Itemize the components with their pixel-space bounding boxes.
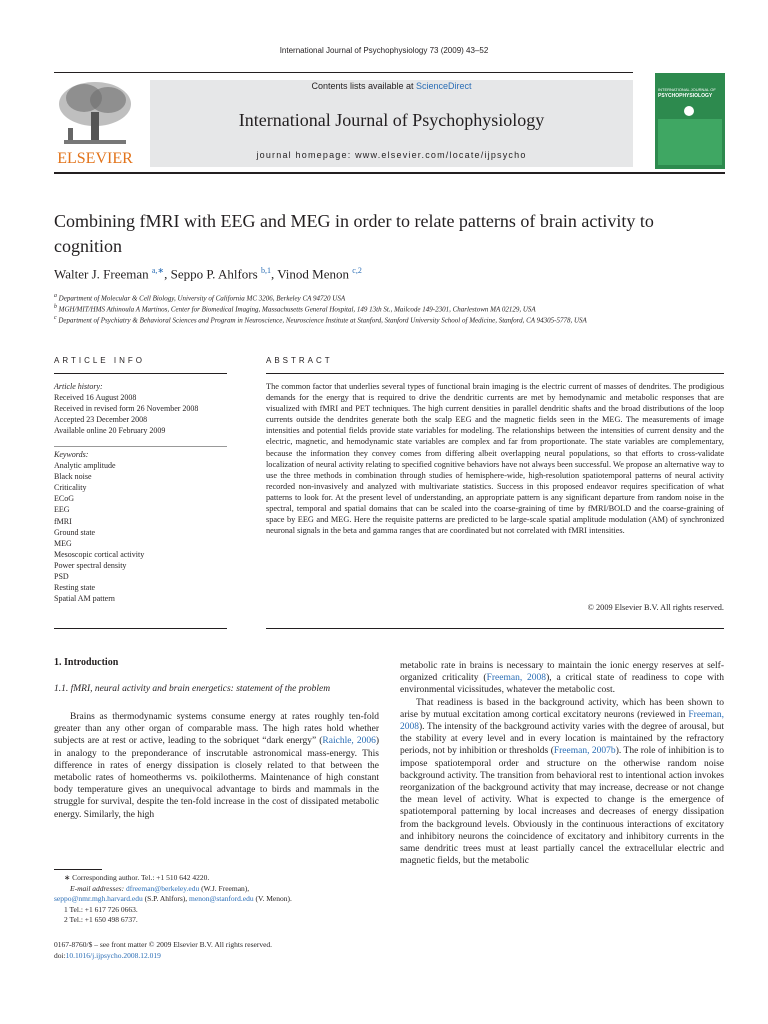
keyword: PSD <box>54 572 69 582</box>
article-info-heading: ARTICLE INFO <box>54 356 145 365</box>
contents-line <box>150 81 633 91</box>
article-title: Combining fMRI with EEG and MEG in order to relate patterns of brain activity to cognition <box>54 211 654 256</box>
abstract-heading: ABSTRACT <box>266 356 333 365</box>
section-heading: 1. Introduction <box>54 657 119 668</box>
email-label: E-mail addresses: <box>70 883 126 893</box>
doi-line <box>54 951 384 962</box>
article-info-rule <box>54 373 227 374</box>
cover-emblem-icon <box>684 106 694 116</box>
email-link[interactable]: seppo@nmr.mgh.harvard.edu <box>54 894 143 903</box>
text-run: That readiness is based in the background activity, which has been shown to arise by mutual excitation among cortical excitatory neurons (reviewed in <box>400 697 724 720</box>
history-item: Received 16 August 2008 <box>54 393 137 403</box>
author-name: Vinod Menon <box>277 266 350 282</box>
tree-icon <box>54 78 136 150</box>
cover-title: PSYCHOPHYSIOLOGY <box>658 93 713 99</box>
keyword: Resting state <box>54 583 96 593</box>
affiliation-sup: a <box>54 293 57 299</box>
author-name: Seppo P. Ahlfors <box>170 266 258 282</box>
affiliation-c <box>54 315 734 324</box>
journal-homepage[interactable]: journal homepage: www.elsevier.com/locate/ijpsycho <box>256 150 527 160</box>
footnote-emails <box>54 884 384 895</box>
author-sup[interactable]: a,∗ <box>151 266 165 275</box>
abstract-rule <box>266 373 724 374</box>
history-item: Received in revised form 26 November 2008 <box>54 404 199 414</box>
keyword: Criticality <box>54 483 87 493</box>
journal-cover-thumbnail <box>655 73 725 169</box>
footnotes <box>54 873 384 926</box>
keywords-divider <box>54 446 227 447</box>
issn-doi-block <box>54 940 384 961</box>
text-run: ). The role of inhibition is to impose spatiotemporal order and structure on the otherwise random noise background activity. The transition from behavioral rest to intentional action invokes reorganization of the background activity that may increase, decrease or not change the mean level of activity. What is expected to change is the emergence of spatiotemporal patterning by local increases and decreases of energy dissipation from the background levels. Obviously in the continuous interactions of excitatory and inhibitory neurons the coincidence of excitatory and inhibitory currents in the same dendritic trees must at least partially cancel the extracellular electric and magnetic fields, but the metabolic <box>400 746 724 867</box>
keyword: Analytic amplitude <box>54 461 116 471</box>
email-owner: (W.J. Freeman), <box>199 883 250 893</box>
history-label: Article history: <box>54 382 103 391</box>
article-history <box>54 381 234 436</box>
keyword: ECoG <box>54 494 74 504</box>
history-item: Accepted 23 December 2008 <box>54 415 148 425</box>
keyword: fMRI <box>54 516 72 526</box>
body-left-column <box>54 711 379 821</box>
article-info-bottom-rule <box>54 628 227 629</box>
email-link[interactable]: dfreeman@berkeley.edu <box>125 883 200 893</box>
doi-label: doi: <box>54 950 66 960</box>
keyword: Ground state <box>54 527 96 537</box>
author-sup[interactable]: b,1 <box>260 266 271 275</box>
affiliation-text: Department of Psychiatry & Behavioral Sciences and Program in Neuroscience, Neuroscience Institute at Stanford, Stanford University School of Medicine, Stanford, CA 94305-5778, USA <box>58 316 587 325</box>
paragraph <box>54 711 379 821</box>
citation-link[interactable]: Freeman, 2008 <box>486 673 547 684</box>
publisher-logo-text: ELSEVIER <box>57 150 133 167</box>
history-item: Available online 20 February 2009 <box>54 426 166 436</box>
author-name: Walter J. Freeman <box>54 266 149 282</box>
subsection-heading: 1.1. fMRI, neural activity and brain energetics: statement of the problem <box>54 684 331 694</box>
abstract-bottom-rule <box>266 628 724 629</box>
affiliation-a <box>54 293 734 302</box>
keyword: Power spectral density <box>54 560 127 570</box>
text-run: Brains as thermodynamic systems consume energy at rates roughly ten-fold greater than any other organ of comparable mass. The high rates hold whether subjects are at rest or active, leading to the sobriquet “dark energy” ( <box>54 712 379 747</box>
email-owner: (V. Menon). <box>253 894 292 903</box>
text-run: ) in analogy to the preponderance of inscrutable astronomical mass-energy. This difference in rates of energy dissipation is closely related to that between the metabolic rates of homeotherms vs. poikilotherms. Maintenance of high constant body temperature gives an unequivocal advantage to birds and mammals in the struggle for survival, despite the ten-fold increase in the cost of dissipated metabolic energy. Similarly, the high <box>54 736 380 820</box>
citation-link[interactable]: Freeman, 2008 <box>400 709 724 733</box>
abstract-copyright: © 2009 Elsevier B.V. All rights reserved. <box>587 603 724 612</box>
author-sup[interactable]: c,2 <box>352 266 362 275</box>
email-owner: (S.P. Ahlfors), <box>142 894 190 903</box>
keywords-list <box>54 449 234 604</box>
sciencedirect-link[interactable]: ScienceDirect <box>416 81 472 91</box>
keyword: Spatial AM pattern <box>54 594 115 604</box>
keyword: EEG <box>54 505 70 515</box>
doi-link[interactable]: 10.1016/j.ijpsycho.2008.12.019 <box>65 950 161 960</box>
footnote-tel-2: 2 Tel.: +1 650 498 6737. <box>64 915 138 924</box>
paragraph <box>400 660 724 697</box>
citation-link[interactable]: Raichle, 2006 <box>322 736 376 747</box>
keyword: Mesoscopic cortical activity <box>54 549 145 559</box>
footnote-rule <box>54 869 102 870</box>
author-list: Walter J. Freeman $^{a,∗}$, Seppo P. Ahlfors $^{b,1}$, Vinod Menon $^{c,2}$ <box>54 266 362 282</box>
affiliation-text: MGH/MIT/HMS Athinoula A Martinos, Center for Biomedical Imaging, Massachusetts General Hospital, 149 13th St., Mailcode 149-2301, Charlestown MA 02129, USA <box>58 305 536 314</box>
journal-citation: International Journal of Psychophysiology 73 (2009) 43–52 <box>279 46 489 55</box>
contents-prefix: Contents lists available at <box>311 81 417 91</box>
header-top-rule <box>54 72 633 73</box>
email-link[interactable]: menon@stanford.edu <box>189 894 254 903</box>
issn-line: 0167-8760/$ – see front matter © 2009 Elsevier B.V. All rights reserved. <box>54 940 273 949</box>
footnote-tel-1: 1 Tel.: +1 617 726 0663. <box>64 904 138 914</box>
citation-link[interactable]: Freeman, 2007b <box>553 746 616 757</box>
affiliation-sup: b <box>54 304 57 310</box>
affiliation-b <box>54 304 734 313</box>
keyword: Black noise <box>54 472 92 482</box>
footnote-emails-cont <box>54 894 384 905</box>
text-run: ), a critical state of readiness to cope with environmental vicissitudes, whatever the metabolic cost. <box>400 673 724 696</box>
affiliation-sup: c <box>54 315 57 321</box>
keywords-label: Keywords: <box>54 450 89 459</box>
text-run: ). The intensity of the background activity varies with the degree of arousal, but the stability at every level and in every location is maintained by the refractory periods, not by inhibition or thresholds ( <box>400 722 724 757</box>
cover-subtitle: INTERNATIONAL JOURNAL OF <box>658 87 716 92</box>
body-right-column <box>400 660 724 867</box>
header-bottom-rule <box>54 172 725 174</box>
cover-band <box>658 119 722 165</box>
abstract-text: The common factor that underlies several types of functional brain imaging is the electric current of masses of dendrites. The prodigious demands for the energy that is required to drive the dendritic currents are met by hemodynamic and metabolic responses that are visualized with fMRI and PET techniques. The high current densities in parallel dendritic shafts and the broad distributions of the loop currents outside the dendrites generate both the scalp EEG and the magnetic fields seen in the MEG. The measurements of image intensities and potential fields provide state variables for modeling. The relationships between the intensities of current density and the electric, magnetic, and hemodynamic state variables are complex and far from proportionate. The state variables are complementary, because the information they convey comes from differing albeit overlapping neural populations, so that efforts to cross-validate localization of neural activity relating to specified cognitive behaviors have not always been successful. We propose an alternative way to use the three methods in combination through studies of hemisphere-wide, high-resolution spatiotemporal patterns of neural activity recorded non-invasively and analyzed with multivariate statistics. Success in this proposed endeavor requires specification of what patterns to look for. At the present level of understanding, an appropriate pattern is any significant departure from random noise in the spectral, temporal and spatial domains that can be scaled into the coarse-graining of time by fMRI/BOLD and the coarse-graining of space by EEG and MEG. Here the requisite patterns are predicted to be large-scale spatial amplitude modulation (AM) of synchronized neuronal signals in the beta and gamma ranges that are coordinated but not correlated with fMRI intensities. <box>266 382 724 536</box>
paragraph <box>400 697 724 868</box>
footnote-corresponding: ∗ Corresponding author. Tel.: +1 510 642 4220. <box>64 873 210 882</box>
keyword: MEG <box>54 538 72 548</box>
text-run: metabolic rate in brains is necessary to maintain the ionic energy reserves at self-organized criticality ( <box>400 661 724 684</box>
journal-title: International Journal of Psychophysiology <box>238 110 545 130</box>
affiliation-text: Department of Molecular & Cell Biology, University of California MC 3206, Berkeley CA 94720 USA <box>58 294 346 303</box>
